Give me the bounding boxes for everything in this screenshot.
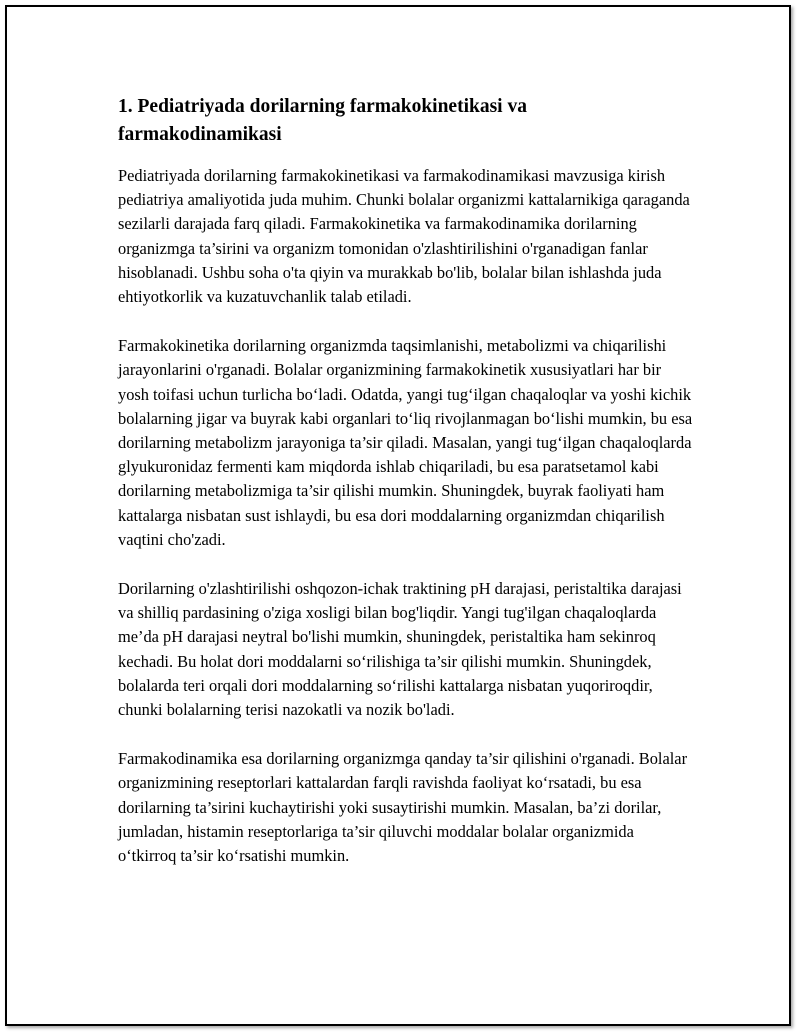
- paragraph-pharmacodynamics: Farmakodinamika esa dorilarning organizmga qanday ta’sir qilishini o'rganadi. Bolalar organizmining reseptorlari kattalardan farqli ravishda faoliyat ko‘rsatadi, bu esa dorilarning ta’sirini kuchaytirishi yoki susaytirishi mumkin. Masalan, ba’zi dorilar, jumladan, histamin reseptorlariga ta’sir qiluvchi moddalar bolalar organizmida o‘tkirroq ta’sir ko‘rsatishi mumkin.: [118, 749, 688, 866]
- paragraph-absorption: Dorilarning o'zlashtirilishi oshqozon-ichak traktining pH darajasi, peristaltika darajasi va shilliq pardasining o'ziga xosligi bilan bog'liqdir. Yangi tug'ilgan chaqaloqlarda me’da pH darajasi neytral bo'lishi mumkin, shuningdek, peristaltika ham sekinroq kechadi. Bu holat dori moddalarni so‘rilishiga ta’sir qilishi mumkin. Shuningdek, bolalarda teri orqali dori moddalarning so‘rilishi kattalarga nisbatan yuqoriroqdir, chunki bolalarning terisi nazokatli va nozik bo'ladi.: [118, 579, 682, 720]
- paragraph-introduction: Pediatriyada dorilarning farmakokinetikasi va farmakodinamikasi mavzusiga kirish pediatriya amaliyotida juda muhim. Chunki bolalar organizmi kattalarnikiga qaraganda sezilarli darajada farq qiladi. Farmakokinetika va farmakodinamika dorilarning organizmga ta’sirini va organizm tomonidan o'zlashtirilishini o'rganadigan fanlar hisoblanadi. Ushbu soha o'ta qiyin va murakkab bo'lib, bolalar bilan ishlashda juda ehtiyotkorlik va kuzatuvchanlik talab etiladi.: [118, 166, 690, 307]
- document-body: [118, 93, 694, 893]
- section-heading: 1. Pediatriyada dorilarning farmakokinetikasi va farmakodinamikasi: [118, 96, 527, 145]
- paragraph-pharmacokinetics: Farmakokinetika dorilarning organizmda taqsimlanishi, metabolizmi va chiqarilishi jarayonlarini o'rganadi. Bolalar organizmining farmakokinetik xususiyatlari har bir yosh toifasi uchun turlicha bo‘ladi. Odatda, yangi tug‘ilgan chaqaloqlar va yoshi kichik bolalarning jigar va buyrak kabi organlari to‘liq rivojlanmagan bo‘lishi mumkin, bu esa dorilarning metabolizm jarayoniga ta’sir qiladi. Masalan, yangi tug‘ilgan chaqaloqlarda glyukuronidaz fermenti kam miqdorda ishlab chiqariladi, bu esa paratsetamol kabi dorilarning metabolizmiga ta’sir qilishi mumkin. Shuningdek, buyrak faoliyati ham kattalarga nisbatan sust ishlaydi, bu esa dori moddalarning organizmdan chiqarilish vaqtini cho'zadi.: [118, 336, 693, 549]
